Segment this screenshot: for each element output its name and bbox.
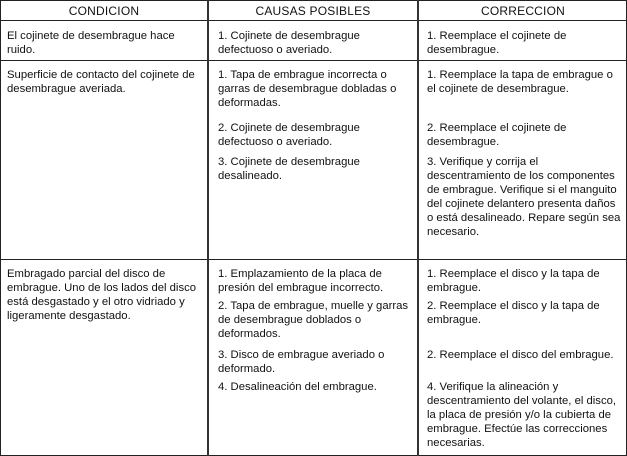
correction-item: 2. Reemplace el cojinete de desembrague. xyxy=(427,122,567,148)
correction-item: 1. Reemplace el cojinete de desembrague. xyxy=(427,30,567,56)
correction-item: 1. Reemplace el disco y la tapa de embrague. xyxy=(427,268,600,294)
header-causas: CAUSAS POSIBLES xyxy=(255,4,371,18)
header-divider xyxy=(1,20,627,21)
condition-text: El cojinete de desembrague hace ruido. xyxy=(7,30,175,56)
correction-item: 2. Reemplace el disco del embrague. xyxy=(427,349,614,361)
causes-cell xyxy=(218,29,414,57)
condition-text: Superficie de contacto del cojinete de desembrague averiada. xyxy=(7,69,195,95)
table-border-top xyxy=(1,0,627,1)
cause-item: 4. Desalineación del embrague. xyxy=(218,381,377,393)
correction-item: 1. Reemplace la tapa de embrague o el cojinete de desembrague. xyxy=(427,69,613,95)
condition-cell xyxy=(7,267,203,323)
row-divider xyxy=(1,259,627,260)
condition-cell xyxy=(7,29,199,57)
cause-item: 3. Disco de embrague averiado o deformado. xyxy=(218,349,385,375)
cause-item: 3. Cojinete de desembrague desalineado. xyxy=(218,156,360,182)
cause-item: 1. Emplazamiento de la placa de presión del embrague incorrecto. xyxy=(218,268,384,294)
condition-text: Embragado parcial del disco de embrague. Uno de los lados del disco está desgastado y el otro vidriado y ligeramente desgastado. xyxy=(7,268,197,322)
cause-item: 2. Tapa de embrague, muelle y garras de desembrague doblados o deformados. xyxy=(218,300,409,340)
cause-item: 1. Cojinete de desembrague defectuoso o averiado. xyxy=(218,30,360,56)
column-divider xyxy=(207,0,209,456)
correction-item: 3. Verifique y corrija el descentramiento de los componentes de embrague. Verifique si el manguito del cojinete delantero presenta daños o está desalineado. Repare según sea necesario. xyxy=(427,156,621,238)
correction-item: 2. Reemplace el disco y la tapa de embrague. xyxy=(427,300,600,326)
header-condicion: CONDICION xyxy=(68,4,140,18)
header-correccion: CORRECCION xyxy=(480,4,565,18)
condition-cell xyxy=(7,68,199,96)
cause-item: 2. Cojinete de desembrague defectuoso o averiado. xyxy=(218,122,360,148)
column-divider xyxy=(417,0,419,456)
row-divider xyxy=(1,60,627,61)
corrections-cell xyxy=(427,29,622,57)
cause-item: 1. Tapa de embrague incorrecta o garras de desembrague dobladas o deformadas. xyxy=(218,69,397,109)
correction-item: 4. Verifique la alineación y descentramiento del volante, el disco, la placa de presión y/o la cubierta de embrague. Efectúe las correcciones necesarias. xyxy=(427,381,617,449)
